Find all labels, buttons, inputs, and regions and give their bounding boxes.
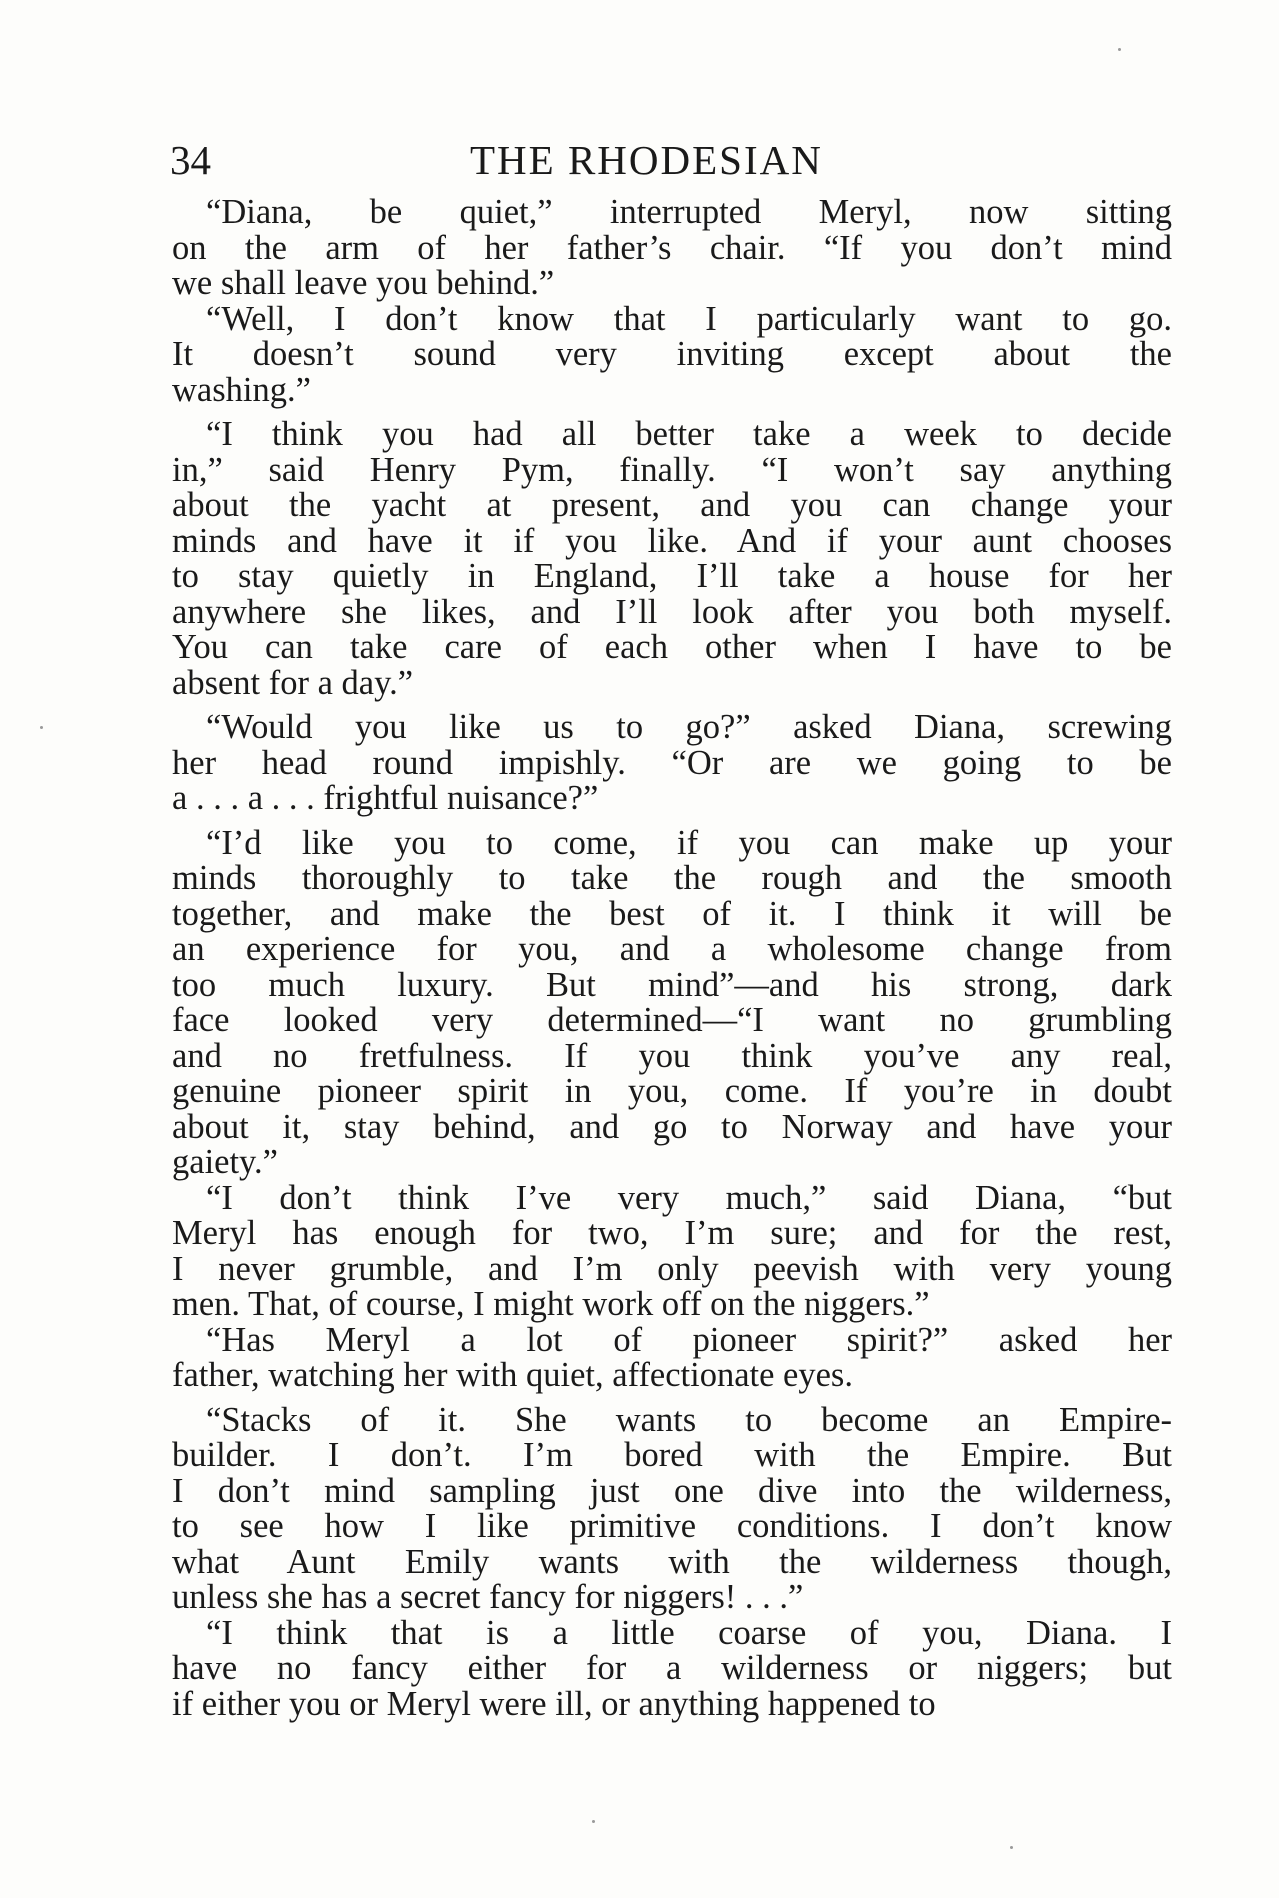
running-title: THE RHODESIAN — [470, 137, 823, 183]
paragraph — [172, 1613, 1172, 1723]
text-line: in,” said Henry Pym, finally. “I won’t say anything — [172, 450, 1172, 489]
paper-speck — [1010, 1846, 1013, 1849]
text-line: about the yacht at present, and you can change your — [172, 486, 1172, 524]
text-line: what Aunt Emily wants with the wilderness though, — [172, 1542, 1172, 1581]
paragraph — [172, 710, 1172, 817]
text-line: “I think that is a little coarse of you, Diana. I — [206, 1613, 1172, 1652]
page-number: 34 — [170, 137, 211, 183]
text-line: an experience for you, and a wholesome change from — [172, 930, 1172, 968]
text-line: on the arm of her father’s chair. “If you don’t mind — [172, 228, 1172, 267]
text-line: about it, stay behind, and go to Norway and have your — [172, 1107, 1172, 1146]
text-line: I never grumble, and I’m only peevish with very young — [172, 1249, 1172, 1288]
text-line: “Well, I don’t know that I particularly want to go. — [206, 299, 1172, 338]
text-line: “I don’t think I’ve very much,” said Diana, “but — [206, 1178, 1172, 1217]
text-line: minds thoroughly to take the rough and the smooth — [172, 859, 1172, 897]
text-line: Meryl has enough for two, I’m sure; and for the rest, — [172, 1214, 1172, 1252]
text-line: together, and make the best of it. I think it will be — [172, 894, 1172, 933]
text-line: “Would you like us to go?” asked Diana, screwing — [206, 708, 1172, 746]
paragraph — [172, 299, 1172, 409]
paragraph — [172, 1178, 1172, 1323]
text-line: face looked very determined—“I want no grumbling — [172, 1001, 1172, 1039]
paper-speck — [40, 726, 43, 729]
text-line: “I’d like you to come, if you can make up your — [206, 823, 1172, 862]
text-line: “Stacks of it. She wants to become an Empire- — [206, 1400, 1172, 1439]
text-line: and no fretfulness. If you think you’ve any real, — [172, 1036, 1172, 1075]
text-line: “I think you had all better take a week to decide — [206, 415, 1172, 453]
text-line: men. That, of course, I might work off on the niggers.” — [172, 1285, 930, 1323]
text-line: It doesn’t sound very inviting except about the — [172, 335, 1172, 373]
text-line: we shall leave you behind.” — [172, 264, 555, 302]
text-line: absent for a day.” — [172, 663, 414, 702]
page-header — [170, 136, 1170, 196]
text-line: to stay quietly in England, I’ll take a house for her — [172, 557, 1172, 595]
body-text — [172, 195, 1172, 1722]
text-line: washing.” — [172, 370, 311, 409]
text-line: builder. I don’t. I’m bored with the Empire. But — [172, 1436, 1172, 1474]
text-line: genuine pioneer spirit in you, come. If you’re in doubt — [172, 1072, 1172, 1110]
paper-speck — [592, 1820, 595, 1823]
text-line: I don’t mind sampling just one dive into the wilderness, — [172, 1471, 1172, 1510]
paper-speck — [1118, 48, 1121, 51]
text-line: if either you or Meryl were ill, or anything happened to — [172, 1684, 936, 1723]
text-line: to see how I like primitive conditions. I don’t know — [172, 1507, 1172, 1545]
paragraph — [172, 823, 1172, 1181]
text-line: You can take care of each other when I have to be — [172, 628, 1172, 666]
text-line: a . . . a . . . frightful nuisance?” — [172, 779, 599, 817]
text-line: minds and have it if you like. And if your aunt chooses — [172, 521, 1172, 560]
text-line: her head round impishly. “Or are we going to be — [172, 743, 1172, 782]
text-line: have no fancy either for a wilderness or niggers; but — [172, 1649, 1172, 1687]
text-line: “Has Meryl a lot of pioneer spirit?” asked her — [206, 1320, 1172, 1359]
text-line: “Diana, be quiet,” interrupted Meryl, now sitting — [206, 193, 1172, 231]
paragraph — [172, 417, 1172, 701]
text-line: gaiety.” — [172, 1143, 278, 1181]
text-line: anywhere she likes, and I’ll look after you both myself. — [172, 592, 1172, 631]
text-line: too much luxury. But mind”—and his strong, dark — [172, 965, 1172, 1004]
paragraph — [172, 1320, 1172, 1394]
paragraph — [172, 195, 1172, 302]
text-line: father, watching her with quiet, affectionate eyes. — [172, 1356, 853, 1394]
text-line: unless she has a secret fancy for niggers! . . .” — [172, 1578, 804, 1616]
paragraph — [172, 1400, 1172, 1616]
